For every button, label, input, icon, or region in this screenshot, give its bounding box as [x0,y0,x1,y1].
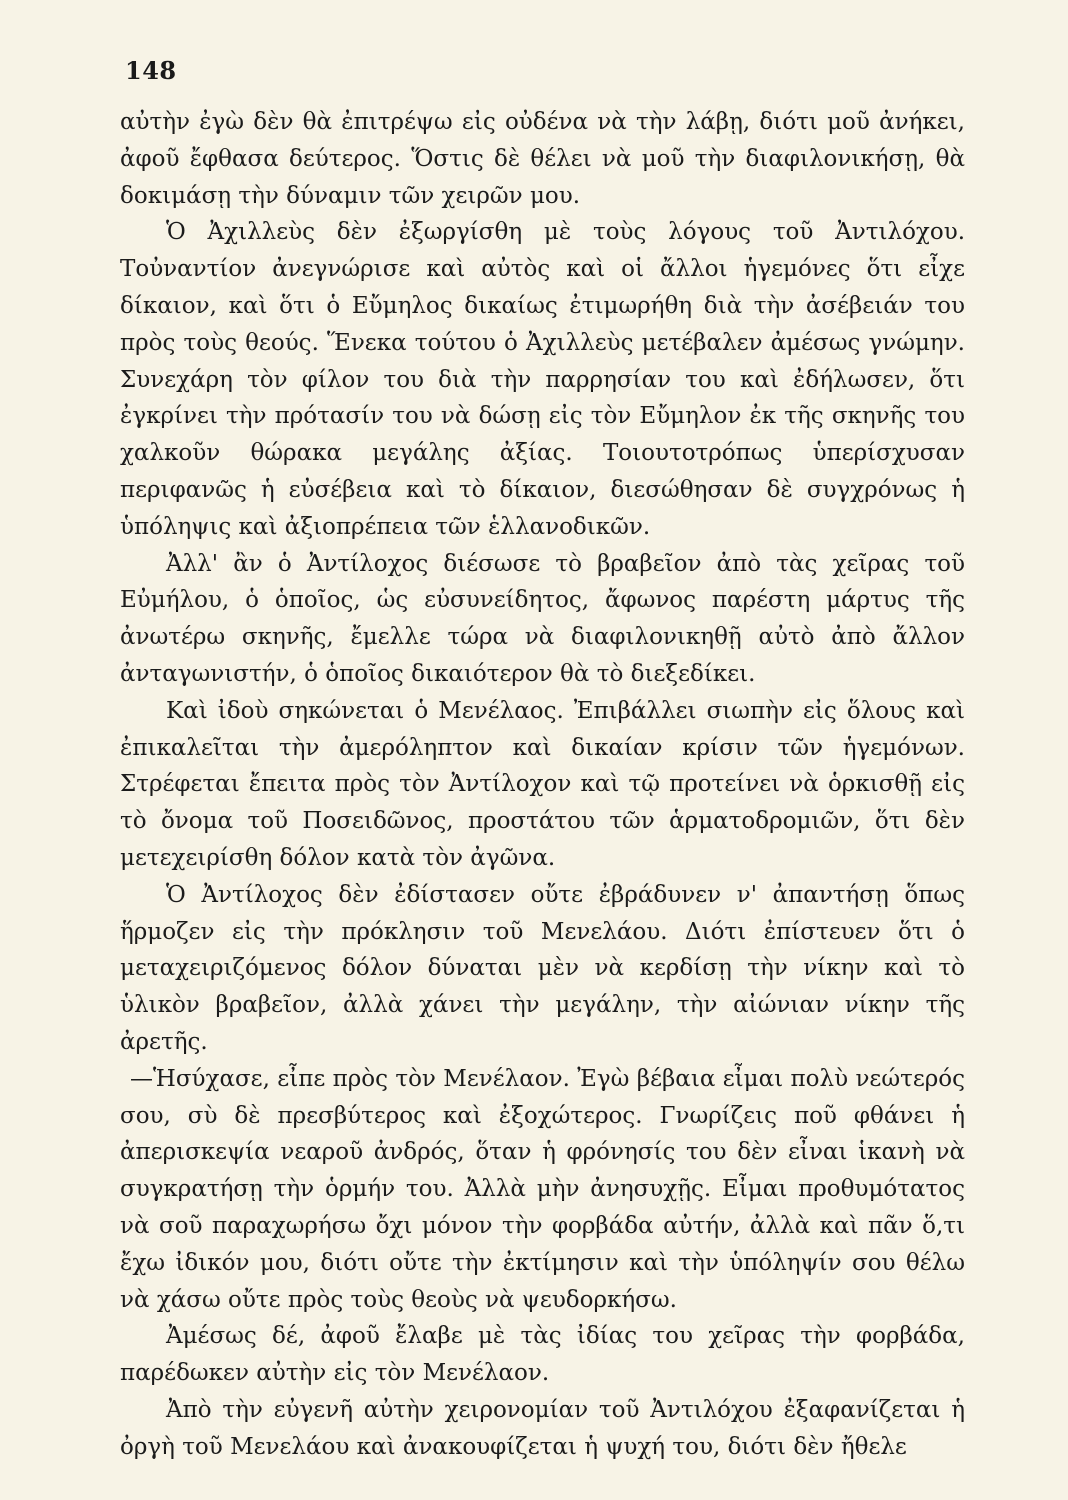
paragraph: Ὁ Ἀχιλλεὺς δὲν ἐξωργίσθη μὲ τοὺς λόγους τοῦ Ἀντιλόχου. Τοὐναντίον ἀνεγνώρισε καὶ αὐτὸς καὶ οἱ ἄλλοι ἡγεμόνες ὅτι εἶχε δίκαιον, καὶ ὅτι ὁ Εὔμηλος δικαίως ἐτιμωρήθη διὰ τὴν ἀσέβειάν του πρὸς τοὺς θεούς. Ἕνεκα τούτου ὁ Ἀχιλλεὺς μετέβαλεν ἀμέσως γνώμην. Συνεχάρη τὸν φίλον του διὰ τὴν παρρησίαν του καὶ ἐδήλωσεν, ὅτι ἐγκρίνει τὴν πρότασίν του νὰ δώσῃ εἰς τὸν Εὔμηλον ἐκ τῆς σκηνῆς του χαλκοῦν θώρακα μεγάλης ἀξίας. Τοιουτοτρόπως ὑπερίσχυσαν περιφανῶς ἡ εὐσέβεια καὶ τὸ δίκαιον, διεσώθησαν δὲ συγχρόνως ἡ ὑπόληψις καὶ ἀξιοπρέπεια τῶν ἑλλανοδικῶν. [120,219,965,540]
paragraph: Ὁ Ἀντίλοχος δὲν ἐδίστασεν οὔτε ἐβράδυνεν ν' ἀπαντήσῃ ὅπως ἥρμοζεν εἰς τὴν πρόκλησιν τοῦ Μενελάου. Διότι ἐπίστευεν ὅτι ὁ μεταχειριζόμενος δόλον δύναται μὲν νὰ κερδίσῃ τὴν νίκην καὶ τὸ ὑλικὸν βραβεῖον, ἀλλὰ χάνει τὴν μεγάλην, τὴν αἰώνιαν νίκην τῆς ἀρετῆς. [120,881,965,1055]
paragraph: Ἀπὸ τὴν εὐγενῆ αὐτὴν χειρονομίαν τοῦ Ἀντιλόχου ἐξαφανίζεται ἡ ὀργὴ τοῦ Μενελάου καὶ ἀνακουφίζεται ἡ ψυχή του, διότι δὲν ἤθελε [120,1396,965,1460]
paragraph: Ἀμέσως δέ, ἀφοῦ ἔλαβε μὲ τὰς ἰδίας του χεῖρας τὴν φορβάδα, παρέδωκεν αὐτὴν εἰς τὸν Μενέλαον. [120,1323,965,1387]
paragraph: αὐτὴν ἐγὼ δὲν θὰ ἐπιτρέψω εἰς οὐδένα νὰ τὴν λάβῃ, διότι μοῦ ἀνήκει, ἀφοῦ ἔφθασα δεύτερος. Ὅστις δὲ θέλει νὰ μοῦ τὴν διαφιλονικήσῃ, θὰ δοκιμάσῃ τὴν δύναμιν τῶν χειρῶν μου. [120,109,965,209]
paragraph: Ἀλλ' ἂν ὁ Ἀντίλοχος διέσωσε τὸ βραβεῖον ἀπὸ τὰς χεῖρας τοῦ Εὐμήλου, ὁ ὁποῖος, ὡς εὐσυνείδητος, ἄφωνος παρέστη μάρτυς τῆς ἀνωτέρω σκηνῆς, ἔμελλε τώρα νὰ διαφιλονικηθῇ αὐτὸ ἀπὸ ἄλλον ἀνταγωνιστήν, ὁ ὁποῖος δικαιότερον θὰ τὸ διεξεδίκει. [120,550,965,687]
body-text [120,104,965,1465]
paragraph-dialogue: —Ἡσύχασε, εἶπε πρὸς τὸν Μενέλαον. Ἐγὼ βέβαια εἶμαι πολὺ νεώτερός σου, σὺ δὲ πρεσβύτερος καὶ ἐξοχώτερος. Γνωρίζεις ποῦ φθάνει ἡ ἀπερισκεψία νεαροῦ ἀνδρός, ὅταν ἡ φρόνησίς του δὲν εἶναι ἱκανὴ νὰ συγκρατήσῃ τὴν ὁρμήν του. Ἀλλὰ μὴν ἀνησυχῇς. Εἶμαι προθυμότατος νὰ σοῦ παραχωρήσω ὄχι μόνον τὴν φορβάδα αὐτήν, ἀλλὰ καὶ πᾶν ὅ,τι ἔχω ἰδικόν μου, διότι οὔτε τὴν ἐκτίμησιν καὶ τὴν ὑπόληψίν σου θέλω νὰ χάσω οὔτε πρὸς τοὺς θεοὺς νὰ ψευδορκήσω. [120,1065,965,1313]
paragraph: Καὶ ἰδοὺ σηκώνεται ὁ Μενέλαος. Ἐπιβάλλει σιωπὴν εἰς ὅλους καὶ ἐπικαλεῖται τὴν ἀμερόληπτον καὶ δικαίαν κρίσιν τῶν ἡγεμόνων. Στρέφεται ἔπειτα πρὸς τὸν Ἀντίλοχον καὶ τῷ προτείνει νὰ ὁρκισθῇ εἰς τὸ ὄνομα τοῦ Ποσειδῶνος, προστάτου τῶν ἁρματοδρομιῶν, ὅτι δὲν μετεχειρίσθη δόλον κατὰ τὸν ἀγῶνα. [120,697,965,871]
page-number: 148 [125,56,177,85]
